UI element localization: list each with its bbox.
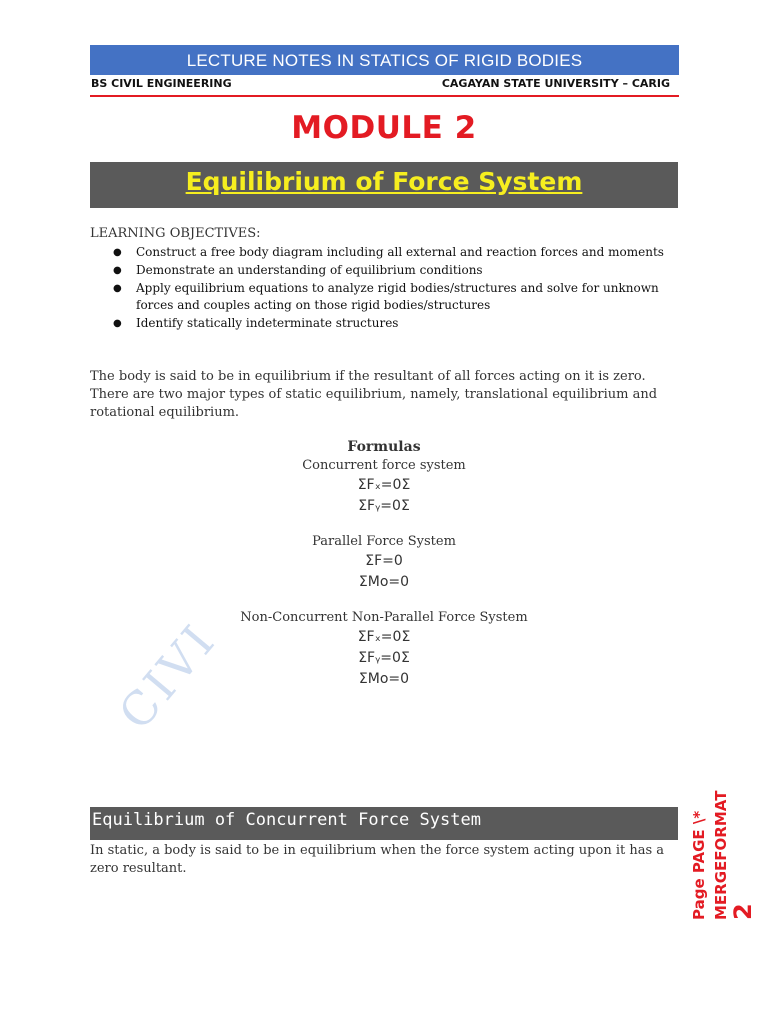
bullet-icon: ● <box>113 247 122 258</box>
program-label: BS CIVIL ENGINEERING <box>91 77 232 90</box>
course-banner: LECTURE NOTES IN STATICS OF RIGID BODIES <box>90 45 679 75</box>
formula-equation: ΣMo=0 <box>358 671 410 687</box>
formula-equation: ΣFₓ=0Σ <box>357 629 411 645</box>
page-number: 2 <box>729 903 757 920</box>
header-divider <box>90 95 679 97</box>
watermark: CIVI <box>108 612 227 740</box>
formulas-block <box>0 437 768 690</box>
university-label: CAGAYAN STATE UNIVERSITY – CARIG <box>441 77 670 90</box>
formula-equation: ΣF=0 <box>365 553 403 569</box>
mergeformat-text: MERGEFORMAT <box>712 790 730 920</box>
bullet-icon: ● <box>113 283 122 294</box>
objectives-heading: LEARNING OBJECTIVES: <box>90 226 261 241</box>
formulas-heading: Formulas <box>347 439 421 455</box>
formula-equation: ΣFᵧ=0Σ <box>358 650 410 666</box>
page-field-text: Page PAGE \* <box>690 810 708 920</box>
bullet-icon: ● <box>113 265 122 276</box>
topic-title-bar <box>90 162 678 208</box>
intro-paragraph: The body is said to be in equilibrium if the resultant of all forces acting on it is zero. There are two major types of static equilibrium, namely, translational equilibrium and rotational equilibrium. <box>90 369 658 420</box>
formula-group-label: Concurrent force system <box>302 458 466 473</box>
section-paragraph: In static, a body is said to be in equilibrium when the force system acting upon it has a zero resultant. <box>90 843 665 876</box>
module-title: MODULE 2 <box>291 110 477 146</box>
page-number-footer <box>688 770 758 920</box>
objectives-list <box>113 244 673 333</box>
topic-title: Equilibrium of Force System <box>185 167 583 196</box>
section-title: Equilibrium of Concurrent Force System <box>92 810 481 830</box>
list-item: ● Apply equilibrium equations to analyze rigid bodies/structures and solve for unknown forces and couples acting on those rigid bodies/structures <box>113 281 659 312</box>
formula-equation: ΣMo=0 <box>358 574 410 590</box>
list-item: ● Construct a free body diagram including all external and reaction forces and moments <box>113 245 664 259</box>
formula-group-label: Parallel Force System <box>312 534 456 549</box>
formula-group-label: Non-Concurrent Non-Parallel Force System <box>240 610 528 625</box>
formula-equation: ΣFₓ=0Σ <box>357 477 411 493</box>
section-title-bar <box>90 807 678 840</box>
formula-equation: ΣFᵧ=0Σ <box>358 498 410 514</box>
bullet-icon: ● <box>113 318 122 329</box>
list-item: ● Demonstrate an understanding of equilibrium conditions <box>113 263 483 277</box>
list-item: ● Identify statically indeterminate structures <box>113 316 399 330</box>
